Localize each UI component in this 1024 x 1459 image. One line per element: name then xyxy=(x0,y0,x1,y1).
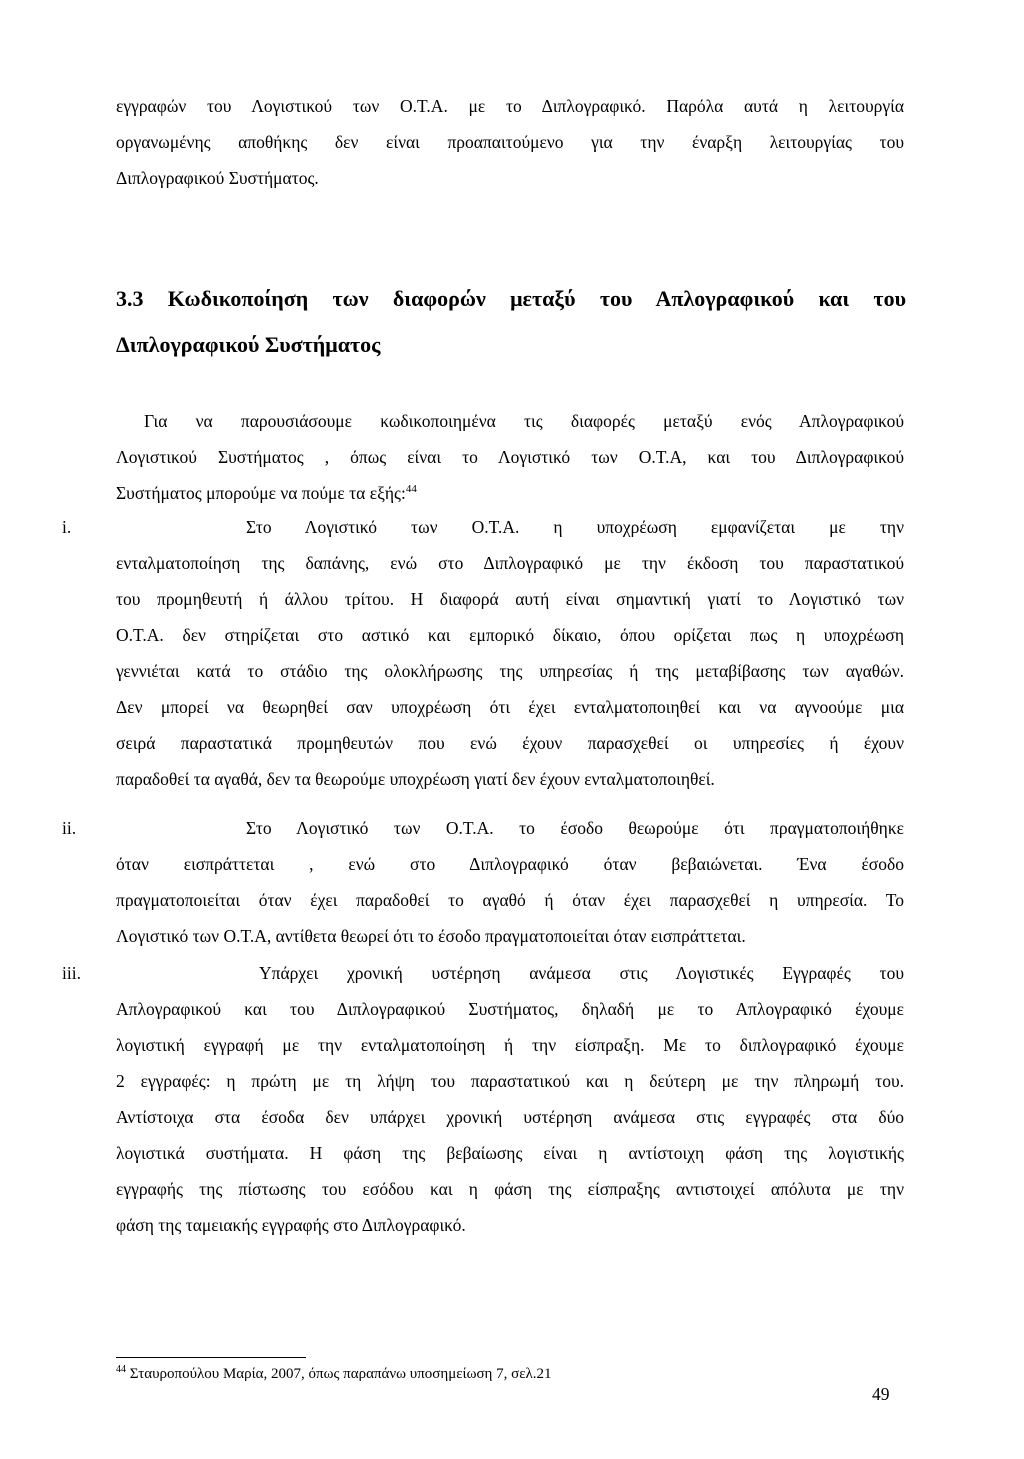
item-line: Δεν μπορεί να θεωρηθεί σαν υποχρέωση ότι έχει ενταλματοποιηθεί και να αγνοούμε μια xyxy=(116,697,904,717)
item-line: ενταλματοποίηση της δαπάνης, ενώ στο Διπλογραφικό με την έκδοση του παραστατικού xyxy=(116,553,904,573)
footnote-number: 44 xyxy=(116,1364,126,1375)
item-line: Στο Λογιστικό των Ο.Τ.Α. η υποχρέωση εμφανίζεται με την xyxy=(246,517,904,537)
item-line: του προμηθευτή ή άλλου τρίτου. Η διαφορά αυτή είναι σημαντική γιατί το Λογιστικό των xyxy=(116,589,904,609)
heading-line: Διπλογραφικού Συστήματος xyxy=(116,332,381,357)
item-ii-paragraph xyxy=(116,810,904,954)
heading-line: 3.3 Κωδικοποίηση των διαφορών μεταξύ του Απλογραφικού και του xyxy=(116,286,906,311)
item-line: 2 εγγραφές: η πρώτη με τη λήψη του παραστατικού και η δεύτερη με την πληρωμή του. xyxy=(116,1071,904,1091)
item-line: όταν εισπράττεται , ενώ στο Διπλογραφικό όταν βεβαιώνεται. Ένα έσοδο xyxy=(116,854,904,874)
footnote-ref: 44 xyxy=(405,483,417,496)
footnote-separator xyxy=(116,1357,306,1358)
lead-line-with-sup xyxy=(116,475,904,511)
section-heading xyxy=(116,276,906,368)
intro-line: Διπλογραφικού Συστήματος. xyxy=(116,168,319,188)
item-marker-ii: ii. xyxy=(62,818,77,838)
item-line: Λογιστικό των Ο.Τ.Α, αντίθετα θεωρεί ότι το έσοδο πραγματοποιείται όταν εισπράττεται. xyxy=(116,926,746,946)
lead-line: Λογιστικού Συστήματος , όπως είναι το Λογιστικό των Ο.Τ.Α, και του Διπλογραφικού xyxy=(116,447,904,467)
item-line: σειρά παραστατικά προμηθευτών που ενώ έχουν παρασχεθεί οι υπηρεσίες ή έχουν xyxy=(116,733,904,753)
intro-line: οργανωμένης αποθήκης δεν είναι προαπαιτούμενο για την έναρξη λειτουργίας του xyxy=(116,132,904,152)
item-line: λογιστικά συστήματα. Η φάση της βεβαίωσης είναι η αντίστοιχη φάση της λογιστικής xyxy=(116,1143,904,1163)
item-line: εγγραφής της πίστωσης του εσόδου και η φάση της είσπραξης αντιστοιχεί απόλυτα με την xyxy=(116,1179,904,1199)
intro-line: εγγραφών του Λογιστικού των Ο.Τ.Α. με το Διπλογραφικό. Παρόλα αυτά η λειτουργία xyxy=(116,96,904,116)
item-line: Υπάρχει χρονική υστέρηση ανάμεσα στις Λογιστικές Εγγραφές του xyxy=(259,963,904,983)
item-line: παραδοθεί τα αγαθά, δεν τα θεωρούμε υποχρέωση γιατί δεν έχουν ενταλματοποιηθεί. xyxy=(116,769,715,789)
lead-line-text: Συστήματος μπορούμε να πούμε τα εξής: xyxy=(116,483,406,503)
item-line: Στο Λογιστικό των Ο.Τ.Α. το έσοδο θεωρούμε ότι πραγματοποιήθηκε xyxy=(246,818,904,838)
page-number: 49 xyxy=(872,1384,890,1404)
item-i-paragraph xyxy=(116,509,904,797)
footnote-text: Σταυροπούλου Μαρία, 2007, όπως παραπάνω υποσημείωση 7, σελ.21 xyxy=(129,1366,552,1382)
item-line: λογιστική εγγραφή με την ενταλματοποίηση ή την είσπραξη. Με το διπλογραφικό έχουμε xyxy=(116,1035,904,1055)
lead-paragraph xyxy=(116,403,904,511)
item-line: Απλογραφικού και του Διπλογραφικού Συστήματος, δηλαδή με το Απλογραφικό έχουμε xyxy=(116,999,904,1019)
item-line: γεννιέται κατά το στάδιο της ολοκλήρωσης της υπηρεσίας ή της μεταβίβασης των αγαθών. xyxy=(116,661,904,681)
item-marker-iii: iii. xyxy=(62,963,81,983)
item-line: φάση της ταμειακής εγγραφής στο Διπλογραφικό. xyxy=(116,1215,466,1235)
item-line: Αντίστοιχα στα έσοδα δεν υπάρχει χρονική υστέρηση ανάμεσα στις εγγραφές στα δύο xyxy=(116,1107,904,1127)
item-line: Ο.Τ.Α. δεν στηρίζεται στο αστικό και εμπορικό δίκαιο, όπου ορίζεται πως η υποχρέωση xyxy=(116,625,904,645)
item-marker-i: i. xyxy=(62,517,72,537)
footnote xyxy=(116,1364,552,1384)
lead-line: Για να παρουσιάσουμε κωδικοποιημένα τις διαφορές μεταξύ ενός Απλογραφικού xyxy=(144,411,904,431)
item-line: πραγματοποιείται όταν έχει παραδοθεί το αγαθό ή όταν έχει παρασχεθεί η υπηρεσία. Το xyxy=(116,890,904,910)
intro-paragraph xyxy=(116,88,904,196)
item-iii-paragraph xyxy=(116,955,904,1243)
